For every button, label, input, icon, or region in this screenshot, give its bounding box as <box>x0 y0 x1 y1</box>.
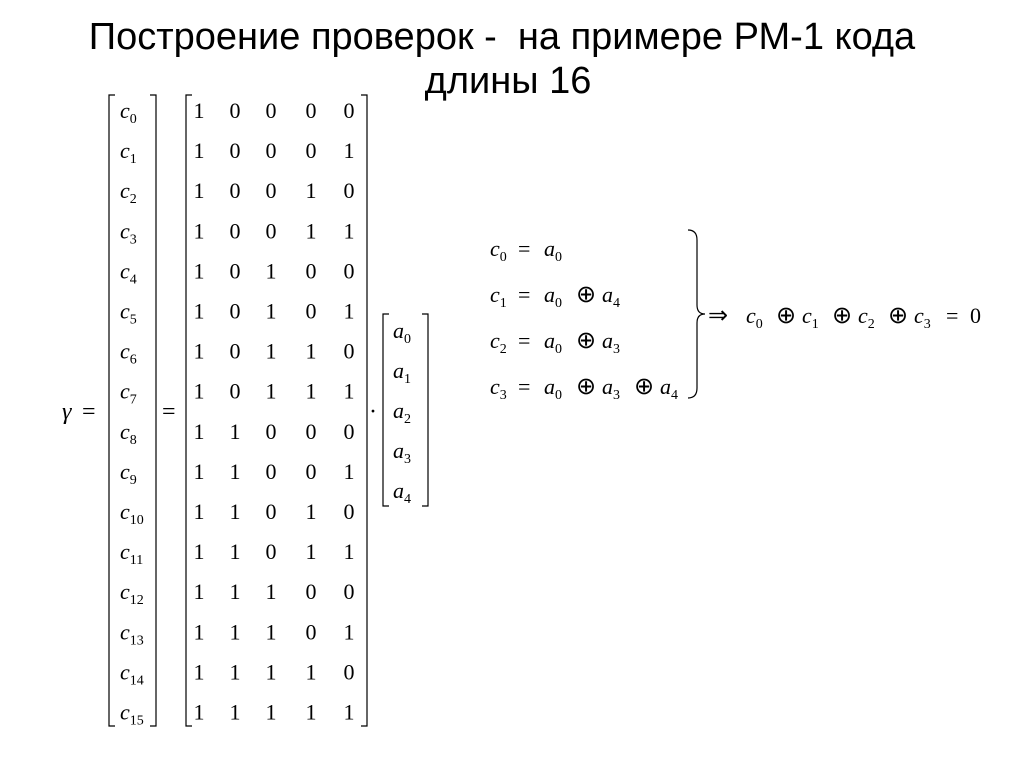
matrix-cell: 1 <box>193 218 205 244</box>
matrix-cell: 0 <box>305 258 317 284</box>
code-symbol-c9-index: 9 <box>129 472 137 488</box>
matrix-row <box>194 419 355 444</box>
equation-term <box>544 282 562 311</box>
equation-term <box>602 374 620 403</box>
matrix-cell: 0 <box>229 298 241 324</box>
code-symbol-c4-index: 4 <box>129 272 137 288</box>
matrix-row <box>194 579 355 604</box>
xor-operator: ⊕ <box>776 303 797 329</box>
matrix-cell: 1 <box>229 499 241 524</box>
equation-lhs-symbol: c <box>490 374 500 399</box>
code-symbol-c13-index: 13 <box>129 633 144 649</box>
result-term-symbol: c <box>746 303 756 328</box>
code-vector <box>120 98 144 729</box>
matrix-cell: 1 <box>229 418 241 444</box>
matrix-cell: 0 <box>305 418 317 444</box>
matrix-cell: 0 <box>265 98 277 123</box>
matrix-row <box>194 299 355 324</box>
xor-operator: ⊕ <box>888 303 909 329</box>
matrix-cell: 0 <box>265 418 277 444</box>
equation-equals: = <box>518 236 531 261</box>
code-symbol-c3-index: 3 <box>129 232 137 248</box>
code-symbol-c3-symbol: c <box>120 218 130 244</box>
code-vector-brackets <box>109 95 156 726</box>
matrix-cell: 0 <box>305 619 317 645</box>
implies-arrow: ⇒ <box>708 303 729 329</box>
matrix-cell: 1 <box>193 298 205 324</box>
matrix-cell: 0 <box>343 499 355 524</box>
code-symbol-c10-symbol: c <box>120 499 130 524</box>
code-symbol-c5-index: 5 <box>129 312 137 328</box>
result-term-symbol: c <box>802 303 812 328</box>
code-symbol-c13 <box>120 619 144 648</box>
equation-term-symbol: a <box>602 282 613 307</box>
result-equals: = <box>946 303 959 328</box>
equation-term <box>602 282 620 311</box>
result-term-symbol: c <box>914 303 924 328</box>
info-symbol-a2 <box>393 398 411 427</box>
result-term-index: 3 <box>923 317 931 332</box>
matrix-cell: 1 <box>265 659 277 685</box>
equation-term-symbol: a <box>602 374 613 399</box>
slide-title-line-2: длины 16 <box>424 60 592 102</box>
result-term <box>802 303 819 332</box>
matrix-cell: 1 <box>229 699 241 725</box>
matrix-cell: 1 <box>305 338 317 364</box>
code-symbol-c2-index: 2 <box>129 192 137 208</box>
equation-term-symbol: a <box>544 328 555 353</box>
equation-equals: = <box>518 374 531 399</box>
code-symbol-c5 <box>120 299 137 328</box>
matrix-cell: 0 <box>265 539 277 565</box>
matrix-cell: 1 <box>193 258 205 284</box>
code-symbol-c14-index: 14 <box>129 673 144 689</box>
code-symbol-c14-symbol: c <box>120 659 130 685</box>
equals-sign-2: = <box>162 399 176 425</box>
result-term-symbol: c <box>858 303 868 328</box>
matrix-cell: 1 <box>229 659 241 685</box>
gamma-symbol: γ <box>62 399 72 425</box>
code-symbol-c6-index: 6 <box>129 352 137 368</box>
code-symbol-c7 <box>120 379 137 408</box>
code-symbol-c8-index: 8 <box>129 432 137 448</box>
matrix-cell: 0 <box>343 338 355 364</box>
code-symbol-c2 <box>120 178 137 207</box>
info-symbol-a3-symbol: a <box>393 438 404 463</box>
matrix-cell: 0 <box>265 138 277 164</box>
matrix-cell: 0 <box>265 218 277 244</box>
info-symbol-a3-index: 3 <box>404 452 411 467</box>
equation-term <box>602 328 620 357</box>
code-symbol-c12-symbol: c <box>120 579 130 605</box>
matrix-cell: 1 <box>343 619 355 645</box>
equation-term-index: 0 <box>555 296 562 311</box>
code-symbol-c6 <box>120 339 137 368</box>
parity-check-result <box>708 303 981 332</box>
info-symbol-a0-symbol: a <box>393 318 404 343</box>
code-symbol-c4 <box>120 258 137 287</box>
info-symbol-a2-index: 2 <box>404 412 411 427</box>
matrix-cell: 0 <box>343 258 355 284</box>
matrix-cell: 1 <box>229 458 241 484</box>
result-term <box>914 303 931 332</box>
equation-lhs-index: 0 <box>499 250 507 265</box>
matrix-right-bracket <box>361 95 367 726</box>
code-symbol-c2-symbol: c <box>120 178 130 204</box>
equation-term-index: 0 <box>555 342 562 357</box>
equation-lhs-symbol: c <box>490 236 500 261</box>
result-term <box>746 303 763 332</box>
matrix-row <box>194 459 355 484</box>
code-symbol-c15 <box>120 700 144 729</box>
matrix-cell: 1 <box>305 218 317 244</box>
code-symbol-c8-symbol: c <box>120 418 130 444</box>
check-equations-system <box>490 236 678 403</box>
matrix-cell: 1 <box>193 178 205 204</box>
info-vector-right-bracket <box>422 314 428 506</box>
code-symbol-c3 <box>120 218 137 247</box>
matrix-cell: 0 <box>343 98 355 123</box>
matrix-row <box>194 218 355 243</box>
equation-term <box>544 374 562 403</box>
code-symbol-c6-symbol: c <box>120 338 130 364</box>
info-symbol-a0 <box>393 318 411 347</box>
info-symbol-a3 <box>393 438 411 467</box>
matrix-cell: 1 <box>343 699 355 725</box>
matrix-cell: 0 <box>265 499 277 524</box>
matrix-row <box>194 339 355 364</box>
code-vector-left-bracket <box>109 95 115 726</box>
matrix-cell: 1 <box>193 138 205 164</box>
matrix-left-bracket <box>186 95 192 726</box>
matrix-cell: 1 <box>193 699 205 725</box>
matrix-cell: 1 <box>265 338 277 364</box>
code-symbol-c0 <box>120 98 137 127</box>
matrix-cell: 0 <box>343 659 355 685</box>
matrix-cell: 1 <box>343 298 355 324</box>
matrix-row <box>194 700 355 725</box>
result-value: 0 <box>970 303 981 328</box>
result-term-index: 0 <box>755 317 763 332</box>
code-symbol-c11 <box>120 539 143 568</box>
code-symbol-c15-index: 15 <box>129 713 144 729</box>
matrix-cell: 1 <box>305 178 317 204</box>
equation-lhs <box>490 282 507 311</box>
xor-operator: ⊕ <box>832 303 853 329</box>
matrix-row <box>194 379 355 404</box>
result-term-index: 2 <box>867 317 875 332</box>
check-equation <box>490 236 562 265</box>
equation-term <box>544 328 562 357</box>
slide-title-line-1: Построение проверок - на примере РМ-1 кода <box>88 16 916 58</box>
matrix-cell: 0 <box>305 98 317 123</box>
matrix-cell: 0 <box>305 579 317 605</box>
matrix-cell: 1 <box>265 699 277 725</box>
equation-term-index: 3 <box>613 388 620 403</box>
equation-term-symbol: a <box>544 374 555 399</box>
code-symbol-c10 <box>120 499 144 528</box>
equation-lhs-index: 1 <box>499 296 507 311</box>
multiplication-dot: · <box>369 399 377 425</box>
equation-term-index: 3 <box>613 342 620 357</box>
equation-term <box>660 374 678 403</box>
matrix-cell: 1 <box>343 378 355 404</box>
matrix-cell: 1 <box>229 539 241 565</box>
matrix-cell: 0 <box>265 458 277 484</box>
code-symbol-c9-symbol: c <box>120 458 130 484</box>
matrix-cell: 1 <box>193 458 205 484</box>
code-symbol-c7-index: 7 <box>129 392 137 408</box>
generator-matrix-brackets <box>186 95 367 726</box>
matrix-cell: 1 <box>229 579 241 605</box>
equation-lhs-symbol: c <box>490 328 500 353</box>
system-right-brace <box>688 230 705 398</box>
check-equation <box>490 328 620 357</box>
equation-term-index: 4 <box>671 388 678 403</box>
matrix-row <box>194 659 355 684</box>
equation-term-symbol: a <box>602 328 613 353</box>
info-symbol-a1-index: 1 <box>404 372 411 387</box>
matrix-cell: 1 <box>343 539 355 565</box>
matrix-cell: 0 <box>229 178 241 204</box>
xor-operator: ⊕ <box>576 374 597 400</box>
equation-term-symbol: a <box>544 282 555 307</box>
matrix-row <box>194 98 355 123</box>
equation-equals: = <box>518 328 531 353</box>
result-term-index: 1 <box>811 317 819 332</box>
equation-lhs-index: 3 <box>499 388 507 403</box>
equation-term <box>544 236 562 265</box>
xor-operator: ⊕ <box>634 374 655 400</box>
check-equation <box>490 374 678 403</box>
info-symbol-a4-index: 4 <box>404 492 411 507</box>
equation-equals: = <box>518 282 531 307</box>
code-symbol-c9 <box>120 459 137 488</box>
info-vector-left-bracket <box>383 314 389 506</box>
code-symbol-c13-symbol: c <box>120 619 130 645</box>
matrix-cell: 1 <box>265 298 277 324</box>
matrix-row <box>194 619 355 644</box>
result-term <box>858 303 875 332</box>
info-symbol-a4-symbol: a <box>393 478 404 503</box>
matrix-cell: 1 <box>265 619 277 645</box>
code-vector-right-bracket <box>150 95 156 726</box>
matrix-cell: 1 <box>265 378 277 404</box>
info-symbol-a0-index: 0 <box>404 332 411 347</box>
info-symbol-a2-symbol: a <box>393 398 404 423</box>
matrix-row <box>194 539 355 564</box>
matrix-row <box>194 258 355 283</box>
matrix-cell: 1 <box>305 659 317 685</box>
code-symbol-c1 <box>120 138 137 167</box>
matrix-cell: 1 <box>305 499 317 524</box>
check-equation <box>490 282 620 311</box>
equation-term-symbol: a <box>544 236 555 261</box>
matrix-cell: 0 <box>229 338 241 364</box>
code-symbol-c12-index: 12 <box>129 593 144 609</box>
matrix-cell: 1 <box>343 138 355 164</box>
matrix-row <box>194 499 355 524</box>
equation-lhs-index: 2 <box>499 342 507 357</box>
xor-operator: ⊕ <box>576 282 597 308</box>
code-symbol-c1-index: 1 <box>129 152 137 168</box>
matrix-cell: 1 <box>193 98 205 123</box>
code-symbol-c14 <box>120 659 144 688</box>
code-symbol-c15-symbol: c <box>120 699 130 725</box>
code-symbol-c7-symbol: c <box>120 378 130 404</box>
matrix-cell: 1 <box>193 418 205 444</box>
matrix-cell: 1 <box>193 499 205 524</box>
matrix-cell: 1 <box>193 659 205 685</box>
matrix-cell: 1 <box>193 579 205 605</box>
matrix-cell: 1 <box>305 539 317 565</box>
equation-term-symbol: a <box>660 374 671 399</box>
info-symbol-a1 <box>393 358 411 387</box>
matrix-cell: 1 <box>193 378 205 404</box>
matrix-cell: 0 <box>229 258 241 284</box>
matrix-cell: 1 <box>193 619 205 645</box>
matrix-row <box>194 138 355 163</box>
matrix-cell: 0 <box>229 378 241 404</box>
matrix-row <box>194 178 355 203</box>
equation-lhs <box>490 328 507 357</box>
code-symbol-c12 <box>120 579 144 608</box>
matrix-cell: 1 <box>305 378 317 404</box>
xor-operator: ⊕ <box>576 328 597 354</box>
code-symbol-c1-symbol: c <box>120 138 130 164</box>
matrix-cell: 0 <box>305 138 317 164</box>
code-symbol-c8 <box>120 419 137 448</box>
equation-lhs-symbol: c <box>490 282 500 307</box>
matrix-cell: 0 <box>343 418 355 444</box>
code-symbol-c11-index: 11 <box>129 553 144 569</box>
info-symbol-a1-symbol: a <box>393 358 404 383</box>
code-symbol-c5-symbol: c <box>120 298 130 324</box>
matrix-cell: 0 <box>229 138 241 164</box>
equation-term-index: 4 <box>613 296 620 311</box>
matrix-cell: 0 <box>343 178 355 204</box>
matrix-cell: 1 <box>193 539 205 565</box>
matrix-cell: 1 <box>265 579 277 605</box>
matrix-cell: 0 <box>229 218 241 244</box>
info-vector <box>393 318 411 507</box>
matrix-cell: 0 <box>343 579 355 605</box>
matrix-cell: 1 <box>193 338 205 364</box>
code-symbol-c10-index: 10 <box>129 513 144 528</box>
code-symbol-c11-symbol: c <box>120 539 130 565</box>
matrix-cell: 0 <box>305 298 317 324</box>
code-symbol-c4-symbol: c <box>120 258 130 284</box>
equation-term-index: 0 <box>555 388 562 403</box>
code-symbol-c0-index: 0 <box>129 112 137 127</box>
matrix-cell: 0 <box>229 98 241 123</box>
generator-matrix <box>194 98 355 725</box>
equation-lhs <box>490 374 507 403</box>
equation-lhs <box>490 236 507 265</box>
matrix-cell: 1 <box>305 699 317 725</box>
info-symbol-a4 <box>393 478 411 507</box>
matrix-cell: 1 <box>265 258 277 284</box>
equation-term-index: 0 <box>555 250 562 265</box>
matrix-cell: 1 <box>343 218 355 244</box>
equals-sign-1: = <box>82 399 96 425</box>
matrix-cell: 1 <box>343 458 355 484</box>
code-symbol-c0-symbol: c <box>120 98 130 123</box>
matrix-cell: 1 <box>229 619 241 645</box>
matrix-cell: 0 <box>265 178 277 204</box>
matrix-cell: 0 <box>305 458 317 484</box>
